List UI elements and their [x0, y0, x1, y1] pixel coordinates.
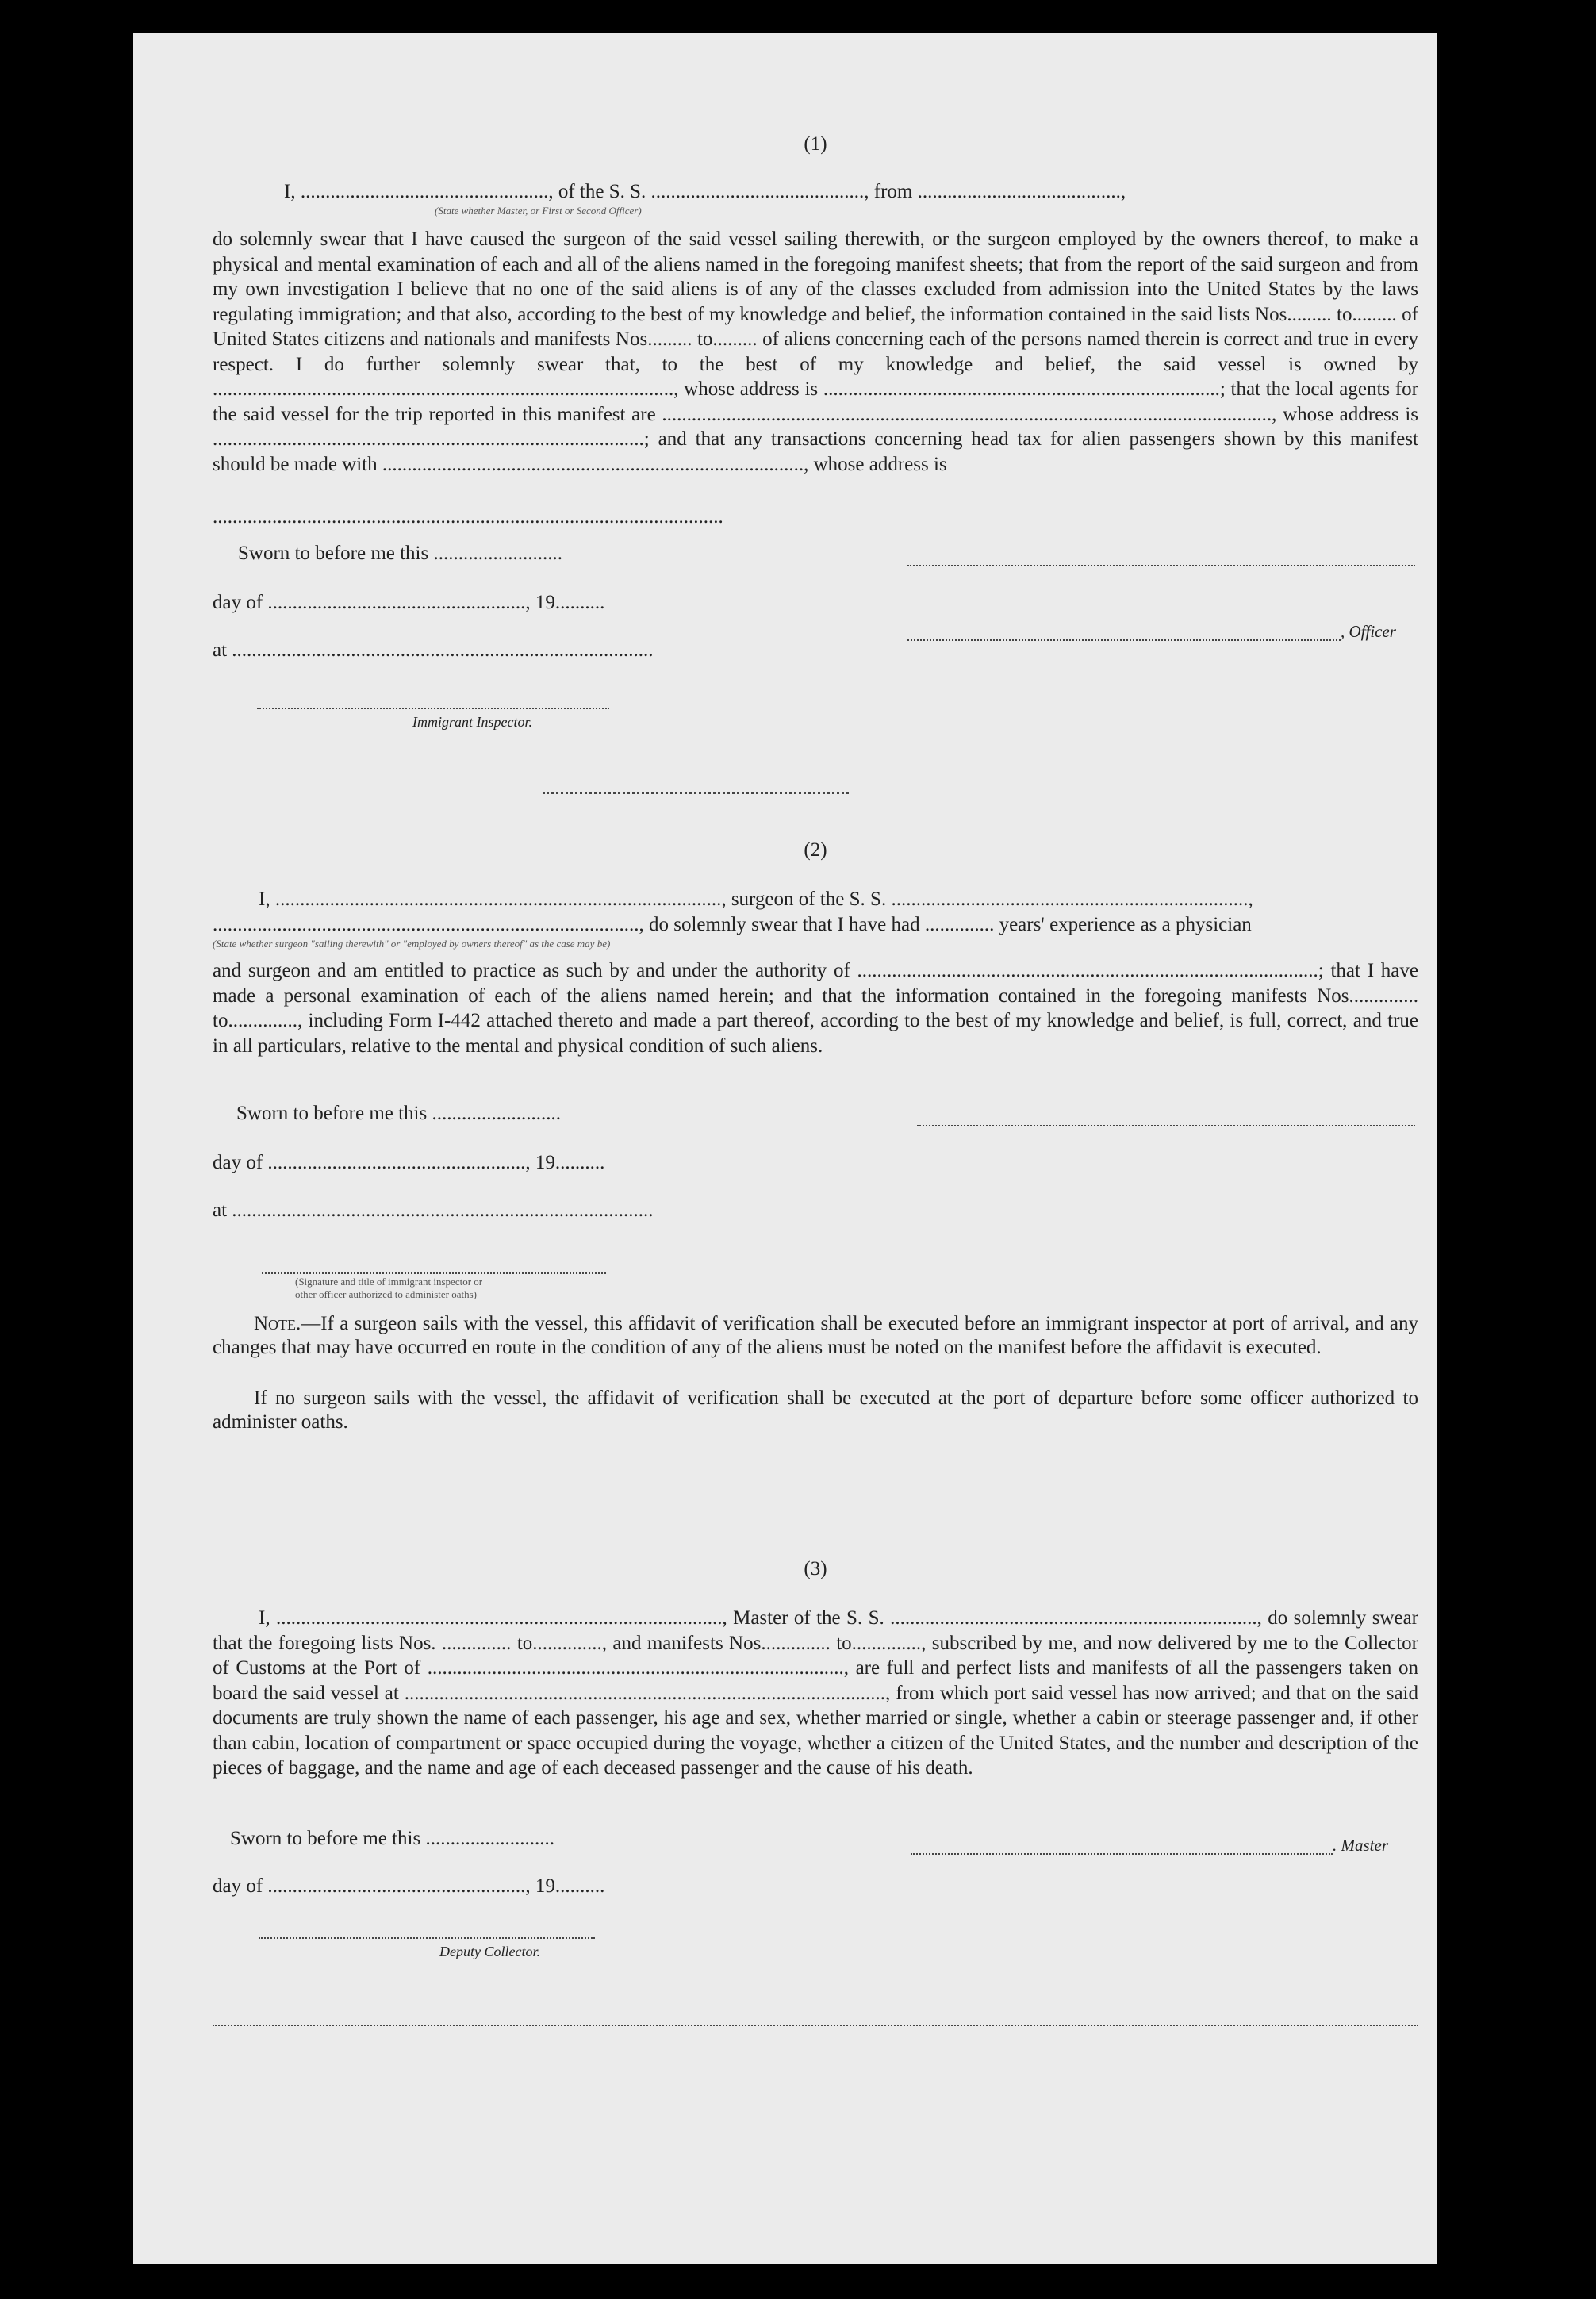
bottom-rule	[213, 2025, 1418, 2026]
signature-title-note: other officer authorized to administer oaths)	[295, 1288, 477, 1300]
officer-title-line	[907, 639, 1341, 641]
day-line: day of ...................................................., 19..........	[213, 1875, 605, 1897]
immigrant-inspector-label: Immigrant Inspector.	[412, 714, 532, 730]
capacity-note: (State whether Master, or First or Second Officer)	[435, 205, 642, 217]
master-oath-text: do solemnly swear that I have caused the surgeon of the said vessel sailing therewith, or the surgeon employed by the owners thereof, to make a physical and mental examination of each and all of the aliens named in the foregoing manifest sheets; that from the report of the said surgeon and from my own investigation I believe that no one of the said aliens is of any of the classes excluded from admission into the United States by the laws regulating immigration; and that also, according to the best of my knowledge and belief, the information contained in the said lists Nos......... to......... of United States citizens and nationals and manifests Nos......... to......... of aliens concerning each of the persons named therein is correct and true in every respect. I do further solemnly swear that, to the best of my knowledge and belief, the said vessel is owned by ............................................................................................., whose address is ................................................................................; that the local agents for the said vessel for the trip reported in this manifest are ..........................................................................................................................., whose address is .......................................................................................; and that any transactions concerning head tax for alien passengers shown by this manifest should be made with ....................................................................................., whose address is	[213, 228, 1418, 475]
binder-hole	[1498, 258, 1539, 299]
deputy-collector-label: Deputy Collector.	[439, 1944, 540, 1959]
day-line: day of ...................................................., 19..........	[213, 1152, 605, 1173]
binder-hole	[1469, 630, 1510, 671]
verification-note	[213, 1312, 1418, 1360]
note-text-2: If no surgeon sails with the vessel, the affidavit of verification shall be executed at the port of departure before some officer authorized to administer oaths.	[213, 1387, 1418, 1433]
binder-hole	[1469, 1124, 1510, 1165]
surgeon-status-note: (State whether surgeon "sailing therewith" or "employed by owners thereof" as the case may be)	[213, 938, 611, 950]
binder-hole	[1469, 1991, 1510, 2032]
binder-hole	[1469, 767, 1510, 808]
surgeon-experience-line: ......................................................................................, do solemnly swear that I have had .............. years' experience as a physician	[213, 914, 1252, 935]
address-continuation-line: .......................................................................................................	[213, 506, 723, 528]
sworn-line: Sworn to before me this ..........................	[236, 1103, 561, 1124]
surgeon-oath-text: and surgeon and am entitled to practice as such by and under the authority of .............................................................................................; that I have made a personal examination of each of the aliens named herein; and that the information contained in the foregoing manifests Nos.............. to.............., including Form I-442 attached thereto and made a part thereof, according to the best of my knowledge and belief, is full, correct, and true in all particulars, relative to the mental and physical condition of such aliens.	[213, 960, 1418, 1057]
separator	[543, 792, 849, 794]
manifest-affidavit-page	[133, 33, 1437, 2264]
at-line: at .....................................................................................	[213, 639, 654, 661]
official-signature-line	[262, 1272, 606, 1274]
binder-hole	[1469, 2167, 1510, 2209]
at-line: at .....................................................................................	[213, 1199, 654, 1221]
note-text: —If a surgeon sails with the vessel, this affidavit of verification shall be executed before an immigrant inspector at port of arrival, and any changes that may have occurred en route in the condition of any of the aliens must be noted on the manifest before the affidavit is executed.	[213, 1313, 1418, 1358]
sworn-line: Sworn to before me this ..........................	[230, 1828, 554, 1849]
surgeon-declaration-line: I, .........................................................................................., surgeon of the S. S. ........................................................................,	[259, 889, 1253, 910]
inspector-signature-line	[257, 708, 609, 709]
officer-label: , Officer	[1341, 622, 1396, 641]
officer-signature-line	[907, 565, 1415, 566]
verification-note-2	[213, 1387, 1418, 1434]
binder-hole	[1469, 1511, 1510, 1552]
section-number: (1)	[804, 133, 827, 155]
surgeon-signature-line	[917, 1125, 1415, 1126]
binder-hole	[1469, 1648, 1510, 1689]
binder-hole	[1469, 100, 1510, 141]
master-label: . Master	[1333, 1836, 1388, 1855]
master-manifest-oath: I, .........................................................................................., Master of the S. S. .........................................................................., do solemnly swear that the foregoing lists Nos. .............. to.............., and manifests Nos.............. to.............., subscribed by me, and now delivered by me to the Collector of Customs at the Port of ...................................................................................., are full and perfect lists and manifests of all the passengers taken on board the said vessel at ................................................................................................., from which port said vessel has now arrived; and that on the said documents are truly shown the name of each passenger, his age and sex, whether married or single, whether a cabin or steerage passenger and, if other than cabin, location of compartment or space occupied during the voyage, whether a citizen of the United States, and the number and description of the pieces of baggage, and the name and age of each deceased passenger and the cause of his death.	[213, 1607, 1418, 1779]
section-number: (2)	[804, 839, 827, 861]
binder-hole	[1469, 2039, 1510, 2080]
sworn-line: Sworn to before me this ..........................	[238, 543, 562, 564]
collector-signature-line	[259, 1937, 595, 1939]
section-number: (3)	[804, 1558, 827, 1579]
note-heading: Note.	[254, 1313, 301, 1334]
signature-title-note: (Signature and title of immigrant inspector or	[295, 1276, 483, 1288]
master-signature-line	[911, 1853, 1333, 1855]
day-line: day of ...................................................., 19..........	[213, 592, 605, 613]
master-declaration-line: I, .................................................., of the S. S. ..........................................., from .........................................,	[284, 181, 1126, 202]
